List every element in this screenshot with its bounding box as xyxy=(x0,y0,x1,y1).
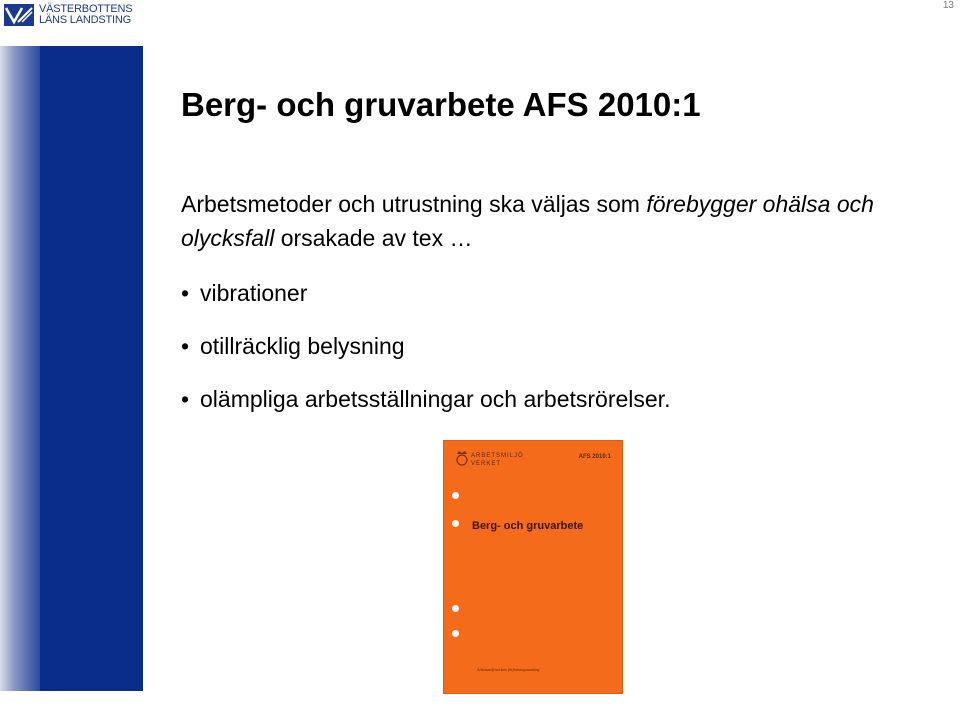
side-band xyxy=(0,46,143,691)
booklet-agency-line-2: VERKET xyxy=(471,461,502,467)
bullet-text: olämpliga arbetsställningar och arbetsrörelser. xyxy=(200,386,671,412)
crown-crest-icon xyxy=(455,450,469,468)
landsting-logo-icon xyxy=(4,4,34,26)
bullet-item xyxy=(181,329,670,382)
bullet-list xyxy=(181,276,670,435)
slide-title: Berg- och gruvarbete AFS 2010:1 xyxy=(181,86,701,123)
logo-line-1: VÄSTERBOTTENS xyxy=(39,3,133,15)
punch-hole xyxy=(452,605,459,612)
landsting-logo xyxy=(4,2,132,28)
bullet-item xyxy=(181,382,670,435)
intro-text-emphasis: förebygger ohälsa och olycksfall xyxy=(181,191,874,251)
bullet-icon: • xyxy=(181,280,190,306)
bullet-item xyxy=(181,276,670,329)
punch-hole xyxy=(452,492,459,499)
booklet-code: AFS 2010:1 xyxy=(578,454,611,460)
intro-text xyxy=(181,187,941,255)
punch-hole xyxy=(452,630,459,637)
bullet-icon: • xyxy=(181,333,190,359)
booklet-title: Berg- och gruvarbete xyxy=(472,520,584,532)
booklet-agency-line-1: ARBETSMILJÖ xyxy=(471,453,524,459)
bullet-icon: • xyxy=(181,386,190,412)
logo-line-2: LÄNS LANDSTING xyxy=(39,14,131,26)
punch-hole xyxy=(452,520,459,527)
booklet-agency xyxy=(471,452,524,468)
booklet-footer: Arbetsmiljöverkets författningssamling xyxy=(477,667,540,672)
intro-text-part-1: Arbetsmetoder och utrustning ska väljas som xyxy=(181,191,647,217)
bullet-text: otillräcklig belysning xyxy=(200,333,405,359)
booklet-cover-image xyxy=(443,440,623,694)
intro-text-part-2: orsakade av tex … xyxy=(274,225,473,251)
page-number: 13 xyxy=(942,0,954,11)
bullet-text: vibrationer xyxy=(200,280,308,306)
